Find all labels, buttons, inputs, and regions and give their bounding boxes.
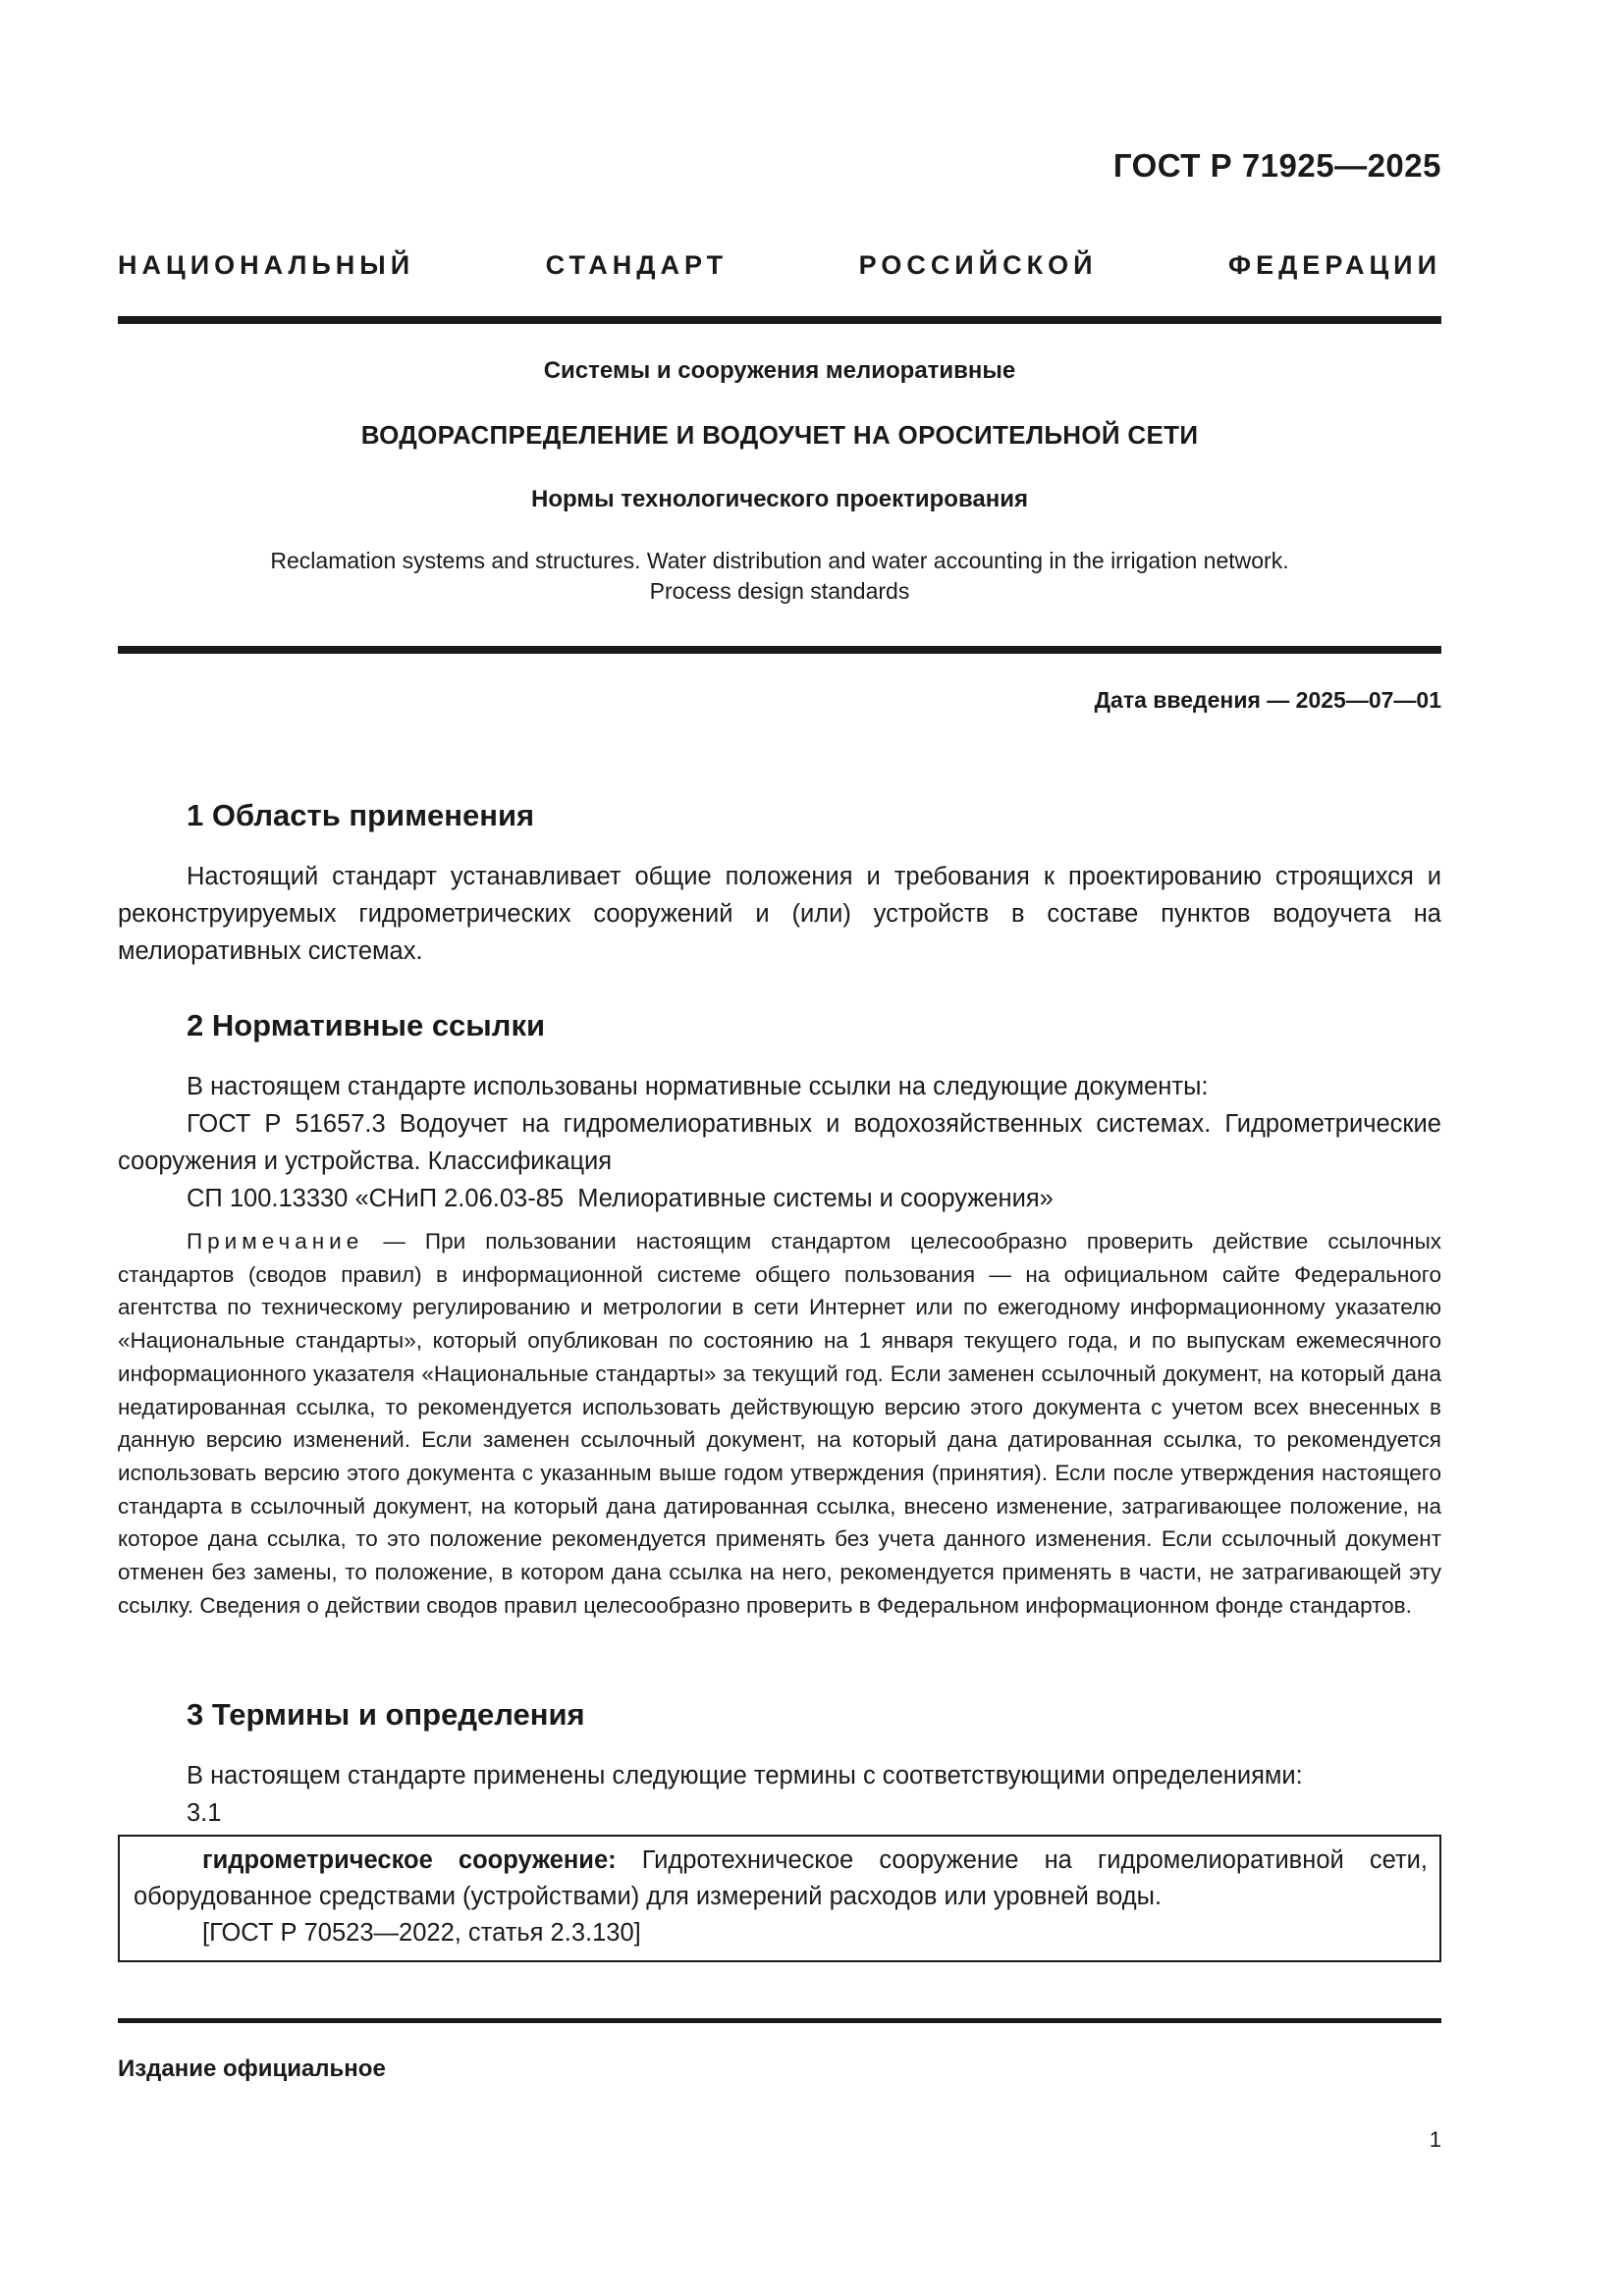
national-standard-title — [118, 250, 1441, 281]
national-standard-text: НАЦИОНАЛЬНЫЙ СТАНДАРТ РОССИЙСКОЙ ФЕДЕРАЦИИ — [118, 250, 1441, 280]
term-number: 3.1 — [187, 1799, 222, 1827]
standard-number: ГОСТ Р 71925—2025 — [1112, 147, 1441, 184]
page-number: 1 — [1429, 2127, 1441, 2152]
main-title: ВОДОРАСПРЕДЕЛЕНИЕ И ВОДОУЧЕТ НА ОРОСИТЕЛЬНОЙ СЕТИ — [360, 420, 1199, 450]
section3-body — [118, 1757, 1441, 1832]
term-definition-box — [118, 1835, 1441, 1962]
footer-rule — [118, 2018, 1441, 2023]
reference-1: ГОСТ Р 51657.3 Водоучет на гидромелиоративных и водохозяйственных системах. Гидрометрические сооружения и устройства. Классификация — [118, 1110, 1441, 1175]
term-definition-text: Гидротехническое сооружение на гидромелиоративной сети, оборудованное средствами (устройствами) для измерений расходов или уровней воды. — [134, 1846, 1428, 1910]
top-rule — [118, 316, 1441, 324]
english-title-line1: Reclamation systems and structures. Water distribution and water accounting in the irrigation network. — [270, 548, 1289, 573]
english-title-line2: Process design standards — [649, 578, 910, 604]
term-name: гидрометрическое сооружение: — [202, 1846, 617, 1874]
title-bottom-rule — [118, 646, 1441, 654]
section2-intro: В настоящем стандарте использованы нормативные ссылки на следующие документы: — [187, 1073, 1209, 1100]
section1-heading: 1 Область применения — [187, 798, 535, 832]
introduction-date: Дата введения — 2025—07—01 — [1094, 687, 1441, 713]
section1-text: Настоящий стандарт устанавливает общие положения и требования к проектированию строящихся и реконструируемых гидрометрических сооружений и (или) устройств в составе пунктов водоучета на мелиоративных системах. — [118, 863, 1441, 965]
section3-heading: 3 Термины и определения — [187, 1697, 585, 1732]
term-definition — [134, 1842, 1428, 1915]
edition-label: Издание официальное — [118, 2056, 386, 2082]
section3-intro: В настоящем стандарте применены следующие термины с соответствующими определениями: — [187, 1762, 1303, 1789]
note-block — [118, 1225, 1441, 1622]
subtitle-top: Системы и сооружения мелиоративные — [543, 357, 1016, 384]
section2-heading: 2 Нормативные ссылки — [187, 1008, 546, 1042]
note-label: Примечание — [187, 1229, 364, 1254]
section1-body — [118, 858, 1441, 970]
section2-body — [118, 1068, 1441, 1217]
note-text: — При пользовании настоящим стандартом целесообразно проверить действие ссылочных стандартов (сводов правил) в информационной системе общего пользования — на официальном сайте Федерального агентства по техническому регулированию и метрологии в сети Интернет или по ежегодному информационному указателю «Национальные стандарты», который опубликован по состоянию на 1 января текущего года, и по выпускам ежемесячного информационного указателя «Национальные стандарты» за текущий год. Если заменен ссылочный документ, на который дана недатированная ссылка, то рекомендуется использовать действующую версию этого документа с учетом всех внесенных в данную версию изменений. Если заменен ссылочный документ, на который дана датированная ссылка, то рекомендуется использовать версию этого документа с указанным выше годом утверждения (принятия). Если после утверждения настоящего стандарта в ссылочный документ, на который дана датированная ссылка, внесено изменение, затрагивающее положение, на которое дана ссылка, то это положение рекомендуется применять без учета данного изменения. Если ссылочный документ отменен без замены, то положение, в котором дана ссылка на него, рекомендуется применять в части, не затрагивающей эту ссылку. Сведения о действии сводов правил целесообразно проверить в Федеральном информационном фонде стандартов. — [118, 1229, 1441, 1618]
subtitle-bottom: Нормы технологического проектирования — [530, 486, 1028, 512]
reference-2: СП 100.13330 «СНиП 2.06.03-85 Мелиоративные системы и сооружения» — [187, 1185, 1054, 1212]
term-source: [ГОСТ Р 70523—2022, статья 2.3.130] — [202, 1919, 641, 1947]
note-paragraph — [118, 1225, 1441, 1622]
